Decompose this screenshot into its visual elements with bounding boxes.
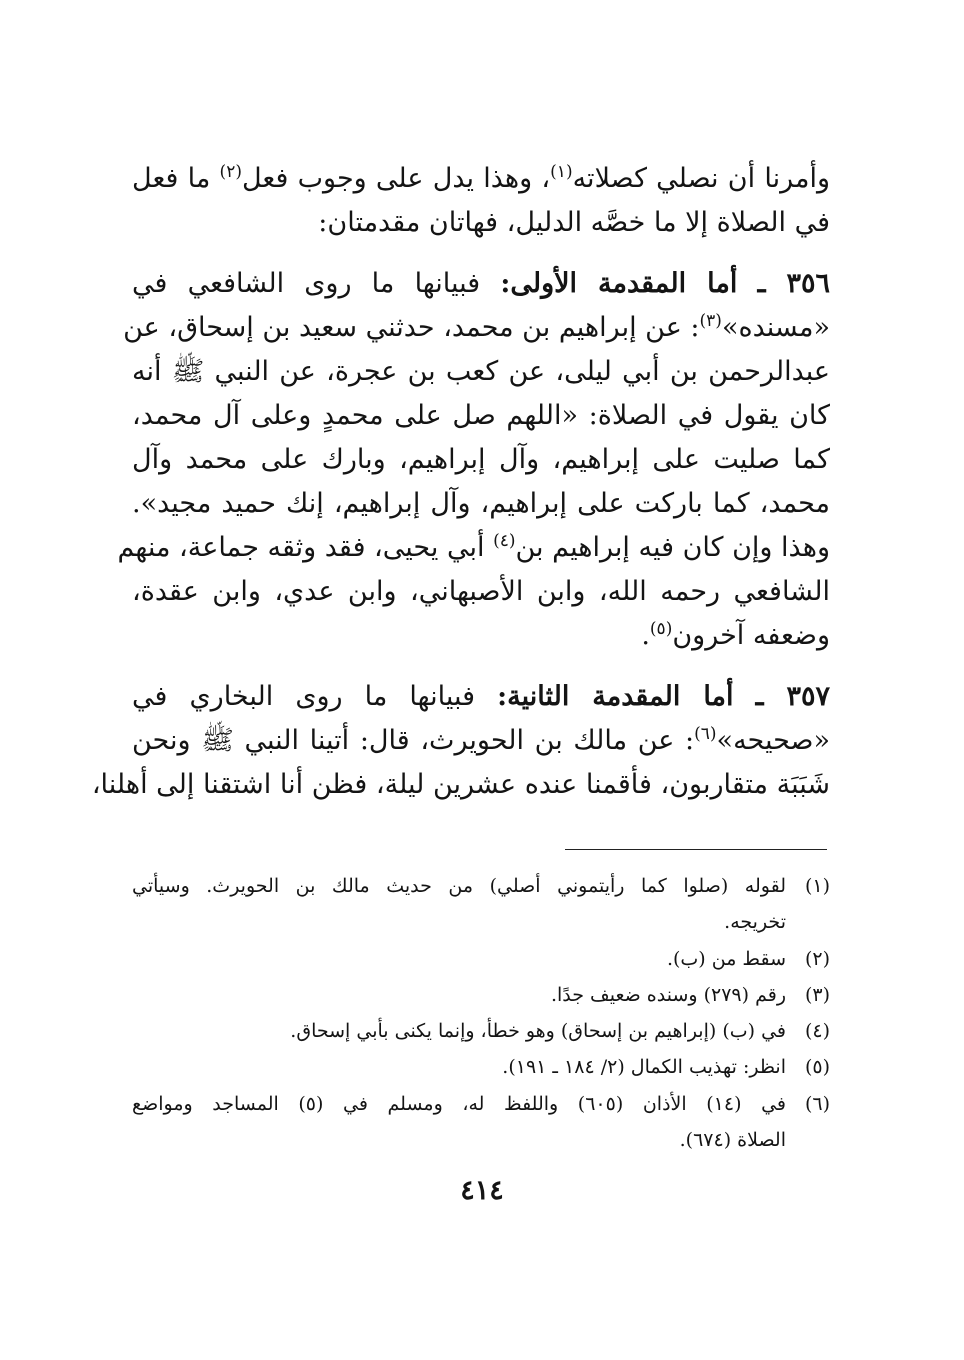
footnote-ref[interactable]: (٤) (493, 531, 516, 551)
body-line: شَبَبَة متقاربون، فأقمنا عنده عشرين ليلة، فظن أنا اشتقنا إلى أهلنا، (91, 769, 830, 800)
footnote-number: (٥) (804, 1056, 830, 1078)
footnote-text: في (١٤) الأذان (٦٠٥) واللفظ له، ومسلم في (٥) المساجد ومواضع (132, 1093, 786, 1115)
footnote-continuation: الصلاة (٦٧٤). (679, 1129, 786, 1151)
body-line: عبدالرحمن بن أبي ليلى، عن كعب بن عجرة، عن النبي ﷺ أنه (132, 356, 830, 387)
body-line: «مسنده»$^{(٣)}$: عن إبراهيم بن محمد، حدثني سعيد بن إسحاق، عن (123, 311, 830, 343)
footnote-text: سقط من (ب). (666, 948, 786, 970)
footnote-number: (٣) (804, 984, 830, 1006)
footnote-separator (565, 849, 827, 850)
body-line: كان يقول في الصلاة: «اللهم صل على محمدٍ وعلى آل محمد، (132, 400, 830, 431)
body-line: كما صليت على إبراهيم، وآل إبراهيم، وبارك على محمد وآل (132, 444, 830, 475)
page-number: ٤١٤ (460, 1175, 504, 1206)
footnote-text: انظر: تهذيب الكمال (٢/ ١٨٤ ـ ١٩١). (502, 1056, 786, 1078)
footnote-text: رقم (٢٧٩) وسنده ضعيف جدًا. (550, 984, 786, 1006)
footnote-ref[interactable]: (٢) (219, 162, 242, 182)
body-line: الشافعي رحمه الله، وابن الأصبهاني، وابن عدي، وابن عقدة، (132, 576, 830, 607)
footnote-continuation: تخريجه. (724, 911, 786, 933)
section-number: ٣٥٦ ـ (757, 268, 831, 299)
footnote-number: (٦) (804, 1093, 830, 1115)
body-line: وضعفه آخرون$^{(٥)}$. (641, 619, 830, 651)
footnote-ref[interactable]: (٣) (699, 311, 722, 331)
body-line: وهذا وإن كان فيه إبراهيم بن$^{(٤)}$ أبي يحيى، فقد وثقه جماعة، منهم (117, 531, 830, 563)
section-heading-line: ٣٥٦ ـ أما المقدمة الأولى: فبيانها ما روى الشافعي في (132, 268, 831, 299)
body-line: في الصلاة إلا ما خصَّه الدليل، فهاتان مقدمتان: (318, 207, 830, 238)
section-heading: أما المقدمة الأولى: (500, 268, 738, 299)
section-heading-line: ٣٥٧ ـ أما المقدمة الثانية: فبيانها ما روى البخاري في (132, 681, 830, 712)
body-line: وأمرنا أن نصلي كصلاته$^{(١)}$، وهذا يدل على وجوب فعل$^{(٢)}$ ما فعل (132, 162, 830, 194)
footnote-ref[interactable]: (١) (550, 162, 573, 182)
footnote-ref[interactable]: (٦) (694, 724, 717, 744)
footnote-text: في (ب) (إبراهيم بن إسحاق) وهو خطأ، وإنما يكنى بأبي إسحاق. (290, 1020, 786, 1042)
section-number: ٣٥٧ ـ (755, 681, 830, 712)
footnote-ref[interactable]: (٥) (649, 619, 673, 639)
body-line: محمد، كما باركت على إبراهيم، وآل إبراهيم، إنك حميد مجيد». (132, 488, 830, 519)
body-line: «صحيحه»$^{(٦)}$: عن مالك بن الحويرث، قال: أتينا النبي ﷺ ونحن (132, 724, 830, 756)
footnote-number: (٢) (804, 948, 830, 970)
footnote-number: (١) (804, 875, 830, 897)
section-heading: أما المقدمة الثانية: (497, 681, 734, 712)
footnote-text: لقوله (صلوا كما رأيتموني أصلي) من حديث مالك بن الحويرث. وسيأتي (132, 875, 786, 897)
footnote-number: (٤) (804, 1020, 830, 1042)
